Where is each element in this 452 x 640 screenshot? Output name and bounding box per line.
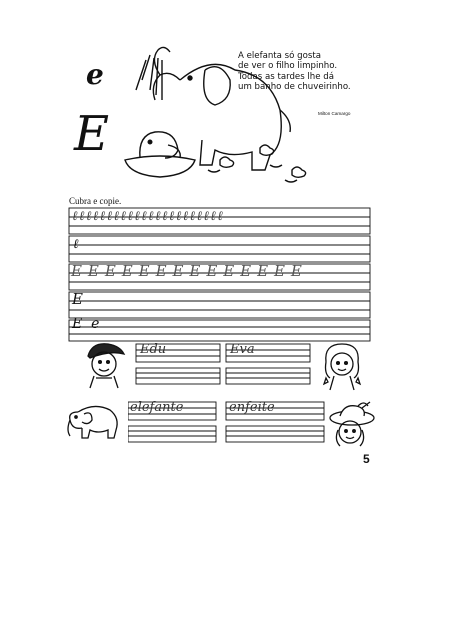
poem-line: de ver o filho limpinho. bbox=[238, 61, 338, 72]
model-row-5: E e bbox=[72, 316, 100, 332]
model-row-3: E E E E E E E E E E E E E E bbox=[71, 262, 303, 280]
poem-author: Milton Camargo bbox=[318, 111, 351, 116]
poem bbox=[238, 51, 388, 92]
page-number: 5 bbox=[363, 452, 370, 466]
word-elefante: elefante bbox=[130, 400, 184, 415]
letter-lower-e: e bbox=[86, 58, 104, 91]
word-eva: Eva bbox=[230, 342, 255, 357]
boy-illustration bbox=[80, 338, 130, 390]
word-edu: Edu bbox=[140, 342, 167, 357]
word-enfeite: enfeite bbox=[229, 400, 275, 415]
poem-line: A elefanta só gosta bbox=[238, 51, 321, 61]
small-elephant-illustration bbox=[64, 400, 122, 442]
model-row-4: E bbox=[72, 290, 83, 308]
girl-with-hat-illustration bbox=[328, 400, 378, 452]
instruction: Cubra e copie. bbox=[69, 196, 122, 206]
letter-upper-e: E bbox=[74, 106, 110, 162]
poem-line: um banho de chuveirinho. bbox=[238, 81, 351, 92]
word-boxes bbox=[128, 342, 330, 454]
model-row-2: ℓ bbox=[73, 237, 79, 252]
model-row-1: ℓℓℓℓℓℓℓℓℓℓℓℓℓℓℓℓℓℓℓℓℓℓ bbox=[72, 209, 225, 224]
poem-line: Todas as tardes lhe dá bbox=[238, 71, 334, 82]
